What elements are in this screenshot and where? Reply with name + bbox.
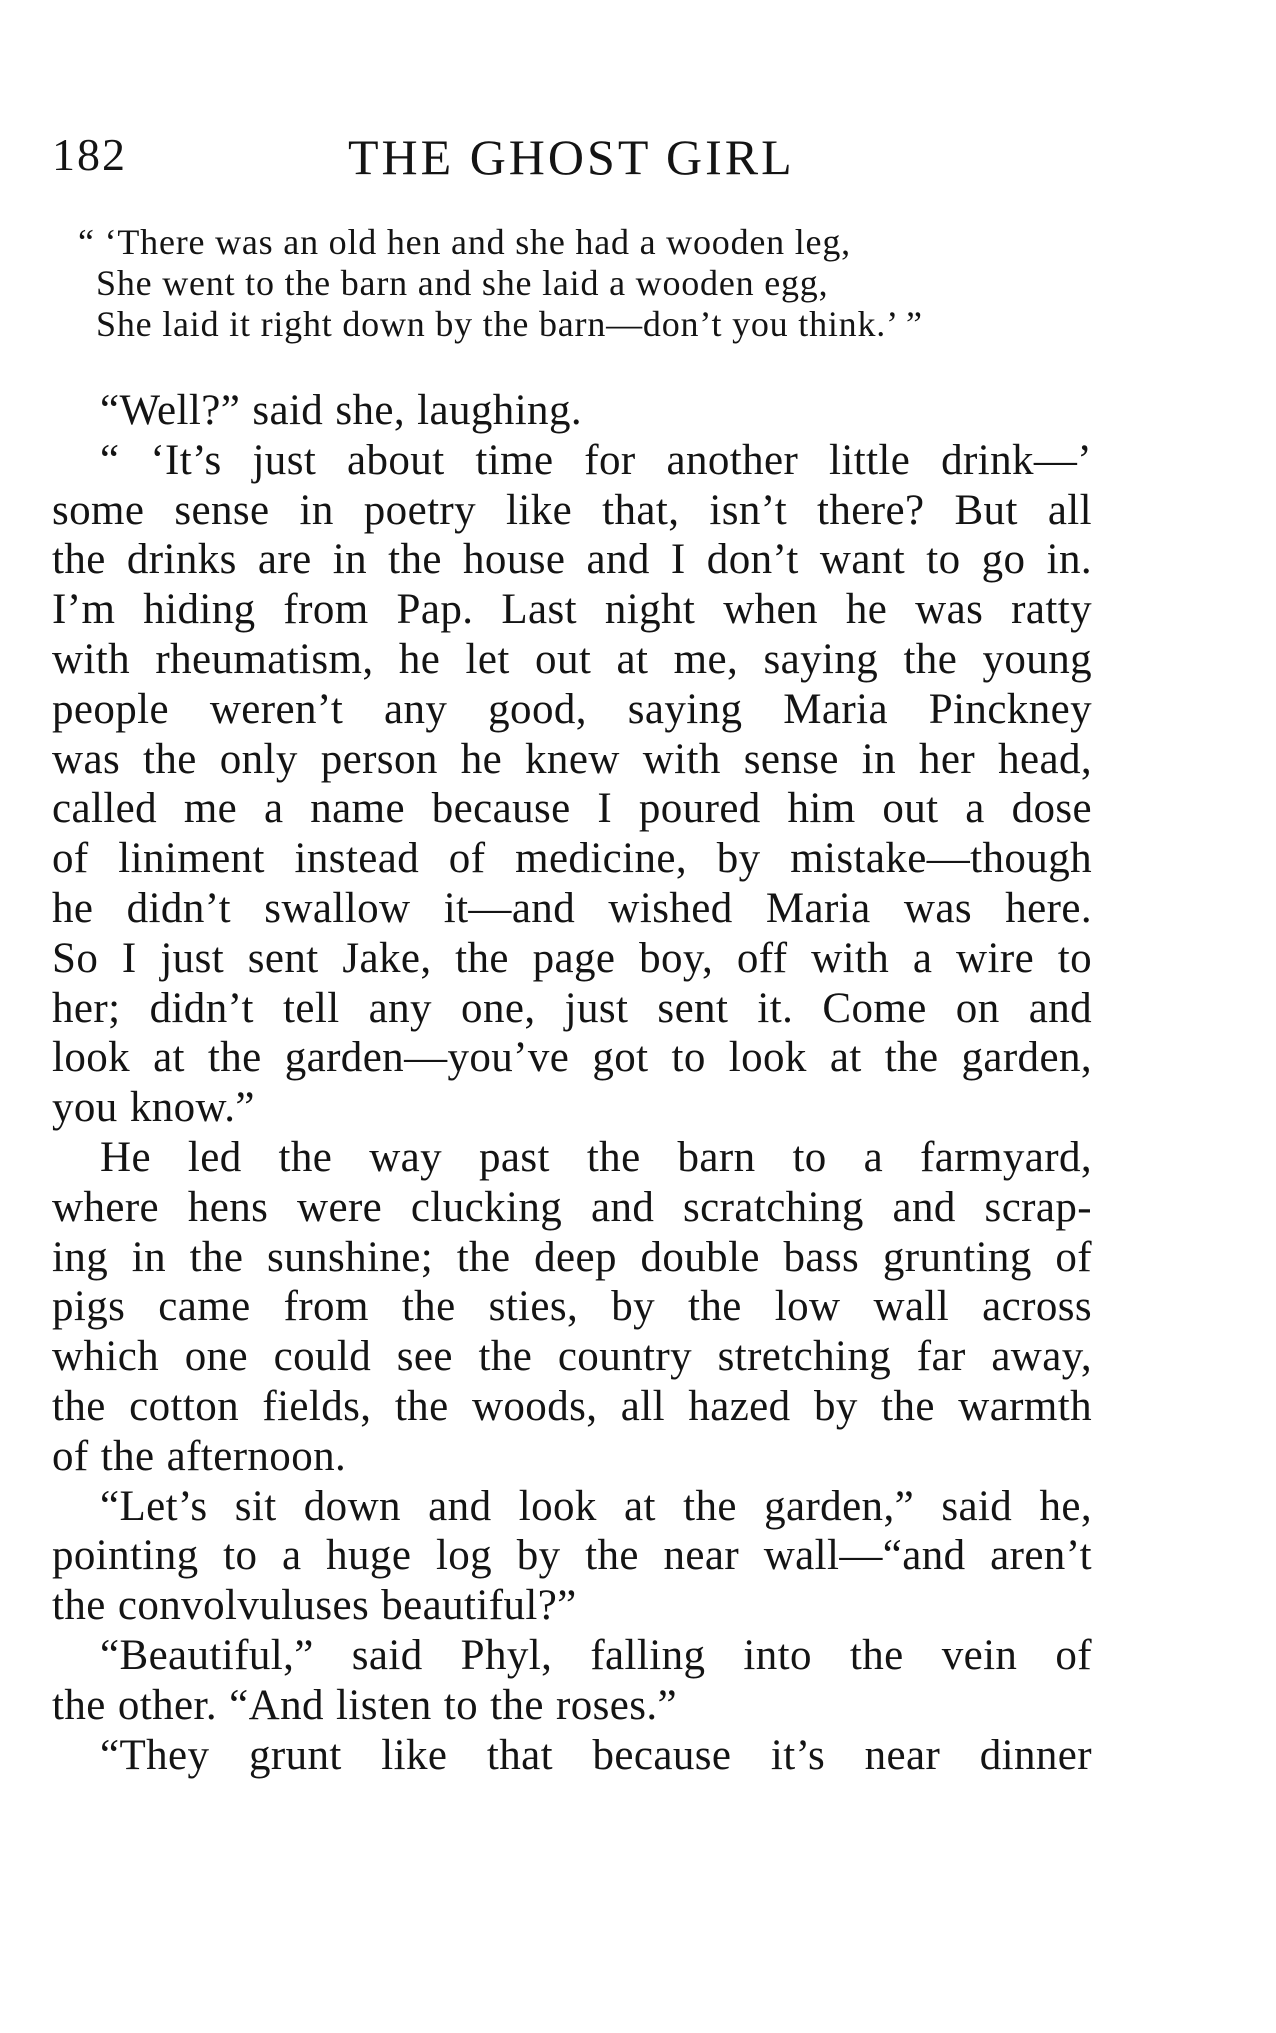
text-line: pointing to a huge log by the near wall—“and aren’t	[52, 1532, 1092, 1580]
text-line: with rheumatism, he let out at me, saying the young	[52, 635, 1092, 683]
text-line: the cotton fields, the woods, all hazed by the warmth	[52, 1382, 1092, 1430]
text-line: “ ‘It’s just about time for another little drink—’	[100, 436, 1092, 484]
text-line: of the afternoon.	[52, 1432, 347, 1480]
text-line: look at the garden—you’ve got to look at the garden,	[52, 1034, 1092, 1082]
text-line: he didn’t swallow it—and wished Maria was here.	[52, 884, 1092, 932]
text-line: of liniment instead of medicine, by mistake—though	[52, 835, 1092, 883]
text-line: “Well?” said she, laughing.	[100, 387, 582, 434]
text-line: “They grunt like that because it’s near dinner	[100, 1731, 1092, 1779]
text-line: “Let’s sit down and look at the garden,” said he,	[100, 1482, 1092, 1530]
verse-line: “ ‘There was an old hen and she had a wooden leg,	[78, 222, 851, 262]
text-line: So I just sent Jake, the page boy, off with a wire to	[52, 934, 1092, 982]
body-text	[52, 386, 1092, 1780]
text-line: called me a name because I poured him out a dose	[52, 785, 1092, 833]
text-line: some sense in poetry like that, isn’t there? But all	[52, 486, 1092, 534]
text-line: where hens were clucking and scratching and scrap-	[52, 1183, 1092, 1231]
text-line: the drinks are in the house and I don’t want to go in.	[52, 536, 1092, 584]
verse-line: She laid it right down by the barn—don’t you think.’ ”	[96, 304, 923, 344]
text-line: was the only person he knew with sense in her head,	[52, 735, 1092, 783]
running-head	[52, 128, 1102, 188]
text-line: He led the way past the barn to a farmyard,	[100, 1133, 1092, 1181]
page-number: 182	[52, 129, 127, 180]
text-line: the other. “And listen to the roses.”	[52, 1681, 678, 1729]
verse-block	[78, 222, 923, 345]
text-line: the convolvuluses beautiful?”	[52, 1582, 577, 1630]
verse-line: She went to the barn and she laid a wooden egg,	[96, 263, 829, 303]
running-title: THE GHOST GIRL	[348, 129, 795, 185]
text-line: “Beautiful,” said Phyl, falling into the vein of	[100, 1631, 1092, 1679]
text-line: I’m hiding from Pap. Last night when he was ratty	[52, 586, 1092, 634]
text-line: which one could see the country stretching far away,	[52, 1333, 1092, 1381]
text-line: ing in the sunshine; the deep double bass grunting of	[52, 1233, 1092, 1281]
text-line: you know.”	[52, 1084, 255, 1132]
text-line: pigs came from the sties, by the low wall across	[52, 1283, 1092, 1331]
text-line: her; didn’t tell any one, just sent it. Come on and	[52, 984, 1092, 1032]
text-line: people weren’t any good, saying Maria Pinckney	[52, 685, 1092, 733]
